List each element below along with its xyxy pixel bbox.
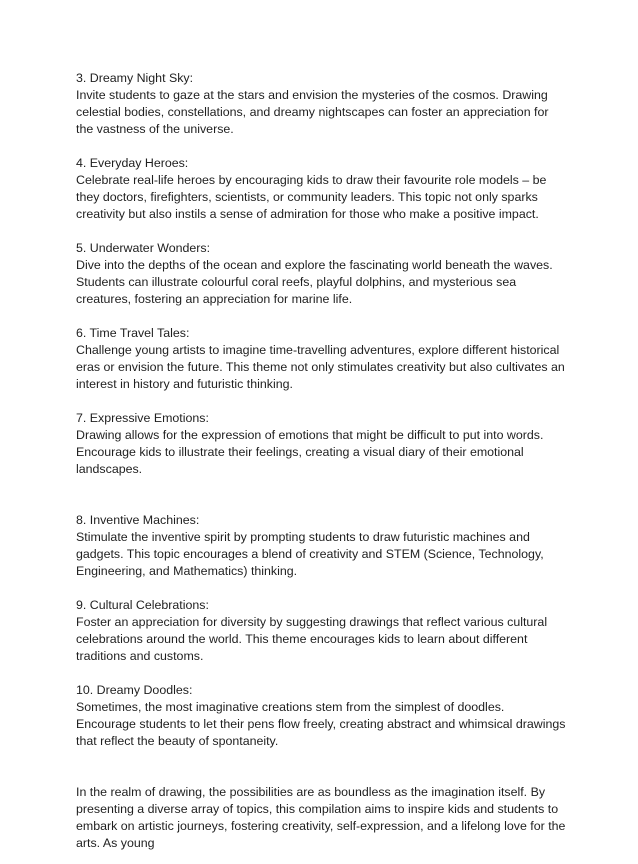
topic-section-8 xyxy=(76,512,566,580)
topic-description: Sometimes, the most imaginative creations stem from the simplest of doodles. Encourage students to let their pens flow freely, creating abstract and whimsical drawings that reflect the beauty of spontaneity. xyxy=(76,700,566,748)
topic-description: Challenge young artists to imagine time-travelling adventures, explore different historical eras or envision the future. This theme not only stimulates creativity but also cultivates an interest in history and futuristic thinking. xyxy=(76,343,565,391)
topic-heading: 3. Dreamy Night Sky: xyxy=(76,71,194,85)
topic-section-10 xyxy=(76,682,566,750)
closing-paragraph: In the realm of drawing, the possibilities are as boundless as the imagination itself. By presenting a diverse array of topics, this compilation aims to inspire kids and students to embark on artistic journeys, fostering creativity, self-expression, and a lifelong love for the arts. As young xyxy=(76,785,566,850)
topic-section-7 xyxy=(76,410,566,478)
topic-description: Foster an appreciation for diversity by suggesting drawings that reflect various cultural celebrations around the world. This theme encourages kids to learn about different traditions and customs. xyxy=(76,615,548,663)
topic-section-5 xyxy=(76,240,566,308)
topic-section-4 xyxy=(76,155,566,223)
topic-heading: 6. Time Travel Tales: xyxy=(76,326,190,340)
topic-section-9 xyxy=(76,597,566,665)
topic-description: Celebrate real-life heroes by encouraging kids to draw their favourite role models – be they doctors, firefighters, scientists, or community leaders. This topic not only sparks creativity but also instils a sense of admiration for those who make a positive impact. xyxy=(76,173,547,221)
topic-heading: 9. Cultural Celebrations: xyxy=(76,598,209,612)
document-body xyxy=(76,70,566,864)
topic-section-3 xyxy=(76,70,566,138)
topic-heading: 10. Dreamy Doodles: xyxy=(76,683,193,697)
topic-heading: 5. Underwater Wonders: xyxy=(76,241,211,255)
topic-description: Stimulate the inventive spirit by prompting students to draw futuristic machines and gadgets. This topic encourages a blend of creativity and STEM (Science, Technology, Engineering, and Mathematics) thinking. xyxy=(76,530,544,578)
topic-heading: 4. Everyday Heroes: xyxy=(76,156,189,170)
topic-heading: 8. Inventive Machines: xyxy=(76,513,200,527)
topic-section-6 xyxy=(76,325,566,393)
topic-description: Drawing allows for the expression of emotions that might be difficult to put into words. Encourage kids to illustrate their feelings, creating a visual diary of their emotional landscapes. xyxy=(76,428,544,476)
topic-description: Dive into the depths of the ocean and explore the fascinating world beneath the waves. Students can illustrate colourful coral reefs, playful dolphins, and mysterious sea creatures, fostering an appreciation for marine life. xyxy=(76,258,553,306)
topic-description: Invite students to gaze at the stars and envision the mysteries of the cosmos. Drawing celestial bodies, constellations, and dreamy nightscapes can foster an appreciation for the vastness of the universe. xyxy=(76,88,549,136)
topic-heading: 7. Expressive Emotions: xyxy=(76,411,209,425)
